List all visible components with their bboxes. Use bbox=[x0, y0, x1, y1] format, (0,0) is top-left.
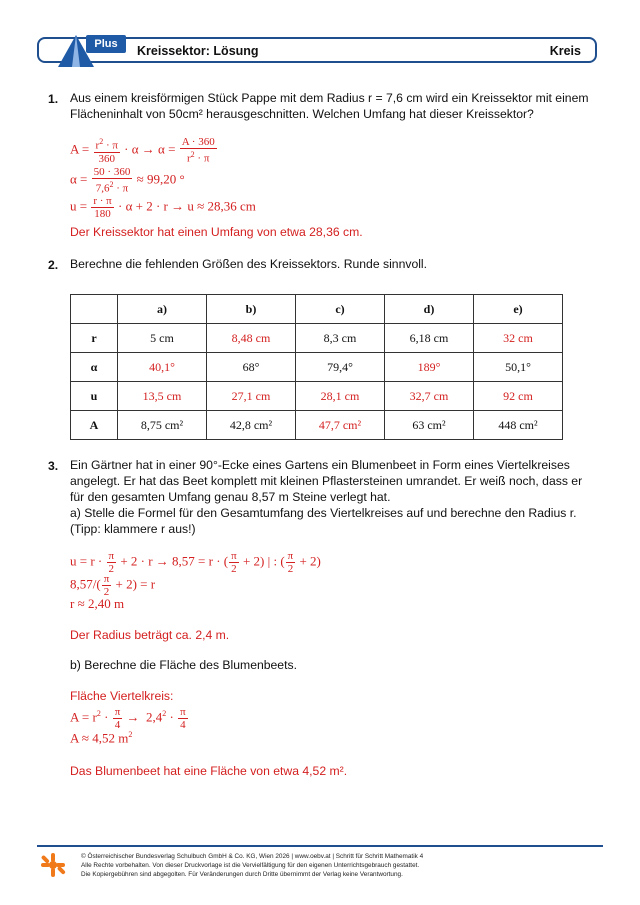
table-cell: 5 cm bbox=[118, 324, 207, 353]
table-col-header: e) bbox=[474, 295, 563, 324]
table-cell: 189° bbox=[385, 353, 474, 382]
table-row bbox=[71, 324, 563, 353]
table-cell: 8,48 cm bbox=[207, 324, 296, 353]
task3-part-b: b) Berechne die Fläche des Blumenbeets. bbox=[70, 658, 297, 672]
logo-text: Plus bbox=[86, 35, 126, 53]
sector-table bbox=[70, 294, 563, 440]
task3-formula-1: u = r · $\frac{\pi}{2}$ + 2 · r → 8,57 = r · ( $\frac{\pi}{2}$ + 2) | : ( $\frac{\pi}{2}$ + 2) bbox=[70, 550, 321, 575]
table-cell: 68° bbox=[207, 353, 296, 382]
task1-formula-1: A = $\frac{r^2 \cdot \pi}{360}$ · α → α = $\frac{A \cdot 360}{r^2 \cdot \pi}$ bbox=[70, 136, 215, 165]
task3-area-answer: Das Blumenbeet hat eine Fläche von etwa 4,52 m². bbox=[70, 764, 348, 778]
table-header-row bbox=[71, 295, 563, 324]
table-cell: 50,1° bbox=[474, 353, 563, 382]
table-cell: 8,75 cm² bbox=[118, 411, 207, 440]
table-cell: 27,1 cm bbox=[207, 382, 296, 411]
row-label: A bbox=[71, 411, 118, 440]
row-label: u bbox=[71, 382, 118, 411]
task3-formula-3: r ≈ 2,40 m bbox=[70, 596, 125, 611]
oebv-star-icon bbox=[40, 852, 66, 878]
task1-line1: Aus einem kreisförmigen Stück Pappe mit dem Radius r = 7,6 cm wird ein Kreissektor mit einem bbox=[70, 91, 589, 105]
table-cell: 32 cm bbox=[474, 324, 563, 353]
task1-number: 1. bbox=[48, 92, 59, 106]
footer-rule bbox=[37, 845, 603, 847]
table-cell: 28,1 cm bbox=[296, 382, 385, 411]
task2-text: Berechne die fehlenden Größen des Kreissektors. Runde sinnvoll. bbox=[70, 257, 428, 271]
topic-label: Kreis bbox=[549, 44, 581, 58]
task3-line: Ein Gärtner hat in einer 90°-Ecke eines Gartens ein Blumenbeet in Form eines Viertelkreises bbox=[70, 458, 570, 472]
task3-line: a) Stelle die Formel für den Gesamtumfang des Viertelkreises auf und berechne den Radius r. bbox=[70, 506, 577, 520]
table-cell: 6,18 cm bbox=[385, 324, 474, 353]
table-row bbox=[71, 411, 563, 440]
table-corner bbox=[71, 295, 118, 324]
task1-formula-2: α = $\frac{50 \cdot 360}{7,6^2 \cdot \pi}$ ≈ 99,20 ° bbox=[70, 166, 185, 195]
table-col-header: b) bbox=[207, 295, 296, 324]
table-col-header: a) bbox=[118, 295, 207, 324]
table-row bbox=[71, 353, 563, 382]
page-title: Kreissektor: Lösung bbox=[137, 44, 259, 58]
table-cell: 8,3 cm bbox=[296, 324, 385, 353]
table-cell: 13,5 cm bbox=[118, 382, 207, 411]
task3-area-formula-2: A ≈ 4,52 $m^2$ bbox=[70, 730, 133, 746]
footer-line: Die Kopiergebühren sind abgegolten. Für Veränderungen durch Dritte übernimmt der Verlag keine Verantwortung. bbox=[81, 871, 403, 878]
task3-area-formula-1: $A = r^2$ · $\frac{\pi}{4}$ → $2,4^2$ · $\frac{\pi}{4}$ bbox=[70, 706, 186, 731]
table-cell: 79,4° bbox=[296, 353, 385, 382]
table-cell: 92 cm bbox=[474, 382, 563, 411]
table-cell: 40,1° bbox=[118, 353, 207, 382]
row-label: α bbox=[71, 353, 118, 382]
task3-formula-2: 8,57/( $\frac{\pi}{2}$ + 2) = r bbox=[70, 573, 156, 598]
footer-text bbox=[81, 852, 423, 879]
table-col-header: c) bbox=[296, 295, 385, 324]
table-cell: 32,7 cm bbox=[385, 382, 474, 411]
table-row bbox=[71, 382, 563, 411]
table-cell: 448 cm² bbox=[474, 411, 563, 440]
footer-line: Alle Rechte vorbehalten. Von dieser Druckvorlage ist die Vervielfältigung für den eigenen Unterrichtsgebrauch gestattet. bbox=[81, 862, 420, 869]
task3-number: 3. bbox=[48, 459, 59, 473]
task1-answer: Der Kreissektor hat einen Umfang von etwa 28,36 cm. bbox=[70, 225, 363, 239]
task1-formula-3: u = $\frac{r \cdot \pi}{180}$ · α + 2 · r → u ≈ 28,36 cm bbox=[70, 195, 256, 220]
task1-line2: Flächeninhalt von 50cm² herausgeschnitten. Welchen Umfang hat dieser Kreissektor? bbox=[70, 107, 534, 121]
task3-line: für den gesamten Umfang genau 8,57 m Steine verlegt hat. bbox=[70, 490, 391, 504]
footer-line: © Österreichischer Bundesverlag Schulbuch GmbH & Co. KG, Wien 2026 | www.oebv.at | Schritt für Schritt Mathematik 4 bbox=[81, 853, 424, 860]
row-label: r bbox=[71, 324, 118, 353]
task3-line: angelegt. Er hat das Beet komplett mit kleinen Pflastersteinen umrandet. Er weiß noch, dass er bbox=[70, 474, 583, 488]
task3-radius-answer: Der Radius beträgt ca. 2,4 m. bbox=[70, 628, 230, 642]
table-col-header: d) bbox=[385, 295, 474, 324]
task3-line: (Tipp: klammere r aus!) bbox=[70, 522, 196, 536]
table-cell: 47,7 cm² bbox=[296, 411, 385, 440]
task2-number: 2. bbox=[48, 258, 59, 272]
table-cell: 42,8 cm² bbox=[207, 411, 296, 440]
plus-logo bbox=[56, 33, 128, 69]
task3-area-label: Fläche Viertelkreis: bbox=[70, 689, 174, 703]
table-cell: 63 cm² bbox=[385, 411, 474, 440]
